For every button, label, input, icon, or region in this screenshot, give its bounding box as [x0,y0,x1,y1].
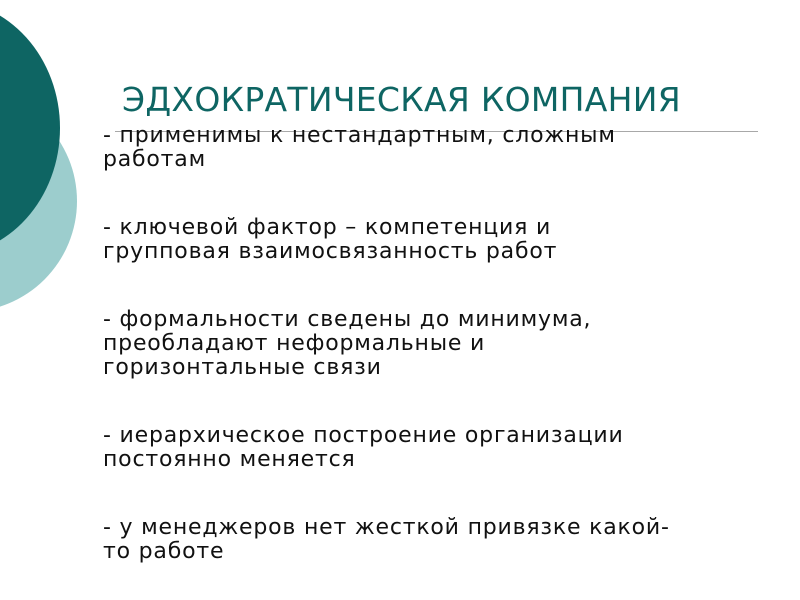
list-item: - формальности сведены до минимума, преобладают неформальные и горизонтальные связи [103,307,592,380]
first-item-clip [103,123,793,182]
bullet-list [103,216,793,564]
list-item: - иерархическое построение организации постоянно меняется [103,423,624,472]
list-item: - у менеджеров нет жесткой привязке какой- то работе [103,515,670,564]
slide-title: ЭДХОКРАТИЧЕСКАЯ КОМПАНИЯ [122,80,681,119]
list-item: - ключевой фактор – компетенция и групповая взаимосвязанность работ [103,215,558,264]
list-item: - применимы к нестандартным, сложным работам [103,123,616,172]
